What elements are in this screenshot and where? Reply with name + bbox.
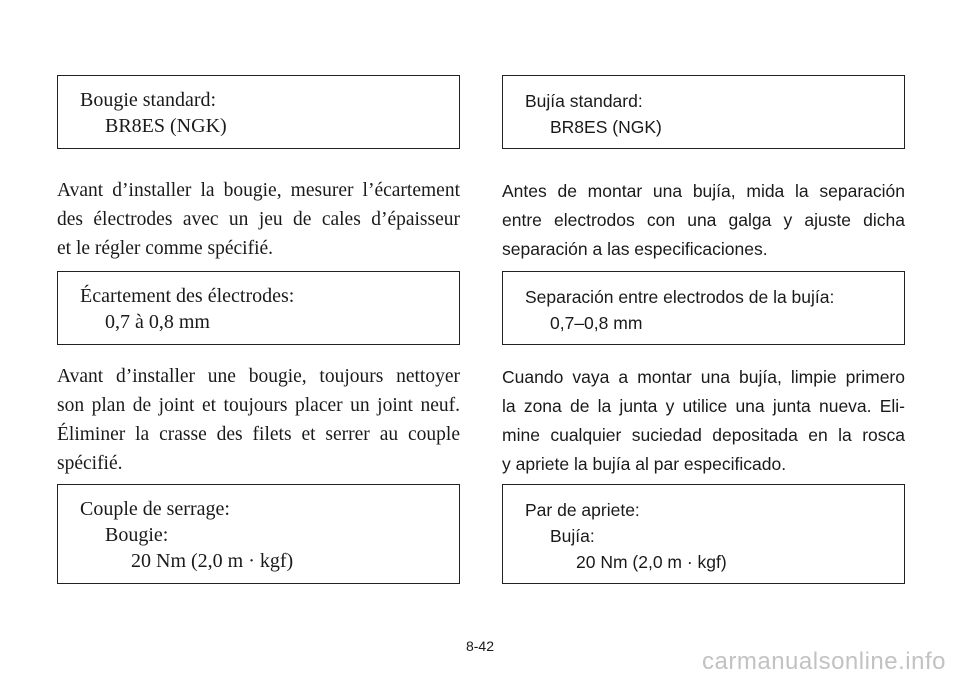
text-line: et le régler comme spécifié. bbox=[57, 238, 274, 259]
watermark: carmanualsonline.info bbox=[702, 648, 946, 675]
text-line: y apriete la bujía al par especificado. bbox=[502, 454, 787, 474]
spec-value: 0,7 à 0,8 mm bbox=[105, 311, 210, 333]
text-line: entre electrodos con una galga y ajuste dicha bbox=[502, 210, 905, 230]
gasket-instruction-es bbox=[502, 363, 905, 479]
text-line: son plan de joint et toujours placer un joint neuf. bbox=[57, 395, 460, 416]
text-line: la zona de la junta y utilice una junta nueva. Eli- bbox=[502, 396, 905, 416]
tightening-torque-box-es bbox=[502, 484, 905, 584]
spec-value: 20 Nm (2,0 m · kgf) bbox=[131, 550, 294, 572]
spark-plug-spec-box-fr bbox=[57, 75, 460, 149]
gasket-instruction-fr bbox=[57, 362, 460, 478]
spark-plug-spec-box-es bbox=[502, 75, 905, 149]
gap-instruction-fr bbox=[57, 176, 460, 263]
spec-value: BR8ES (NGK) bbox=[105, 115, 227, 137]
electrode-gap-box-fr bbox=[57, 271, 460, 345]
electrode-gap-box-es bbox=[502, 271, 905, 345]
spec-label: Separación entre electrodos de la bujía: bbox=[525, 287, 835, 307]
text-line: mine cualquier suciedad depositada en la rosca bbox=[502, 425, 905, 445]
spec-sublabel: Bougie: bbox=[105, 524, 169, 546]
text-line: Antes de montar una bujía, mida la separación bbox=[502, 181, 905, 201]
text-line: separación a las especificaciones. bbox=[502, 239, 768, 259]
spec-value: 0,7–0,8 mm bbox=[550, 313, 643, 333]
text-line: des électrodes avec un jeu de cales d’épaisseur bbox=[57, 209, 460, 230]
spec-value: BR8ES (NGK) bbox=[550, 117, 662, 137]
tightening-torque-box-fr bbox=[57, 484, 460, 584]
text-line: Cuando vaya a montar una bujía, limpie primero bbox=[502, 367, 905, 387]
spec-label: Couple de serrage: bbox=[80, 498, 230, 520]
gap-instruction-es bbox=[502, 177, 905, 264]
text-line: Avant d’installer une bougie, toujours nettoyer bbox=[57, 366, 460, 387]
text-line: Éliminer la crasse des filets et serrer au couple bbox=[57, 424, 460, 445]
spec-label: Bujía standard: bbox=[525, 91, 643, 111]
page-number: 8-42 bbox=[465, 638, 495, 654]
spec-label: Par de apriete: bbox=[525, 500, 640, 520]
text-line: Avant d’installer la bougie, mesurer l’écartement bbox=[57, 180, 460, 201]
spec-label: Écartement des électrodes: bbox=[80, 285, 295, 307]
spec-value: 20 Nm (2,0 m · kgf) bbox=[576, 552, 727, 572]
spec-label: Bougie standard: bbox=[80, 89, 217, 111]
spec-sublabel: Bujía: bbox=[550, 526, 595, 546]
text-line: spécifié. bbox=[57, 453, 123, 474]
